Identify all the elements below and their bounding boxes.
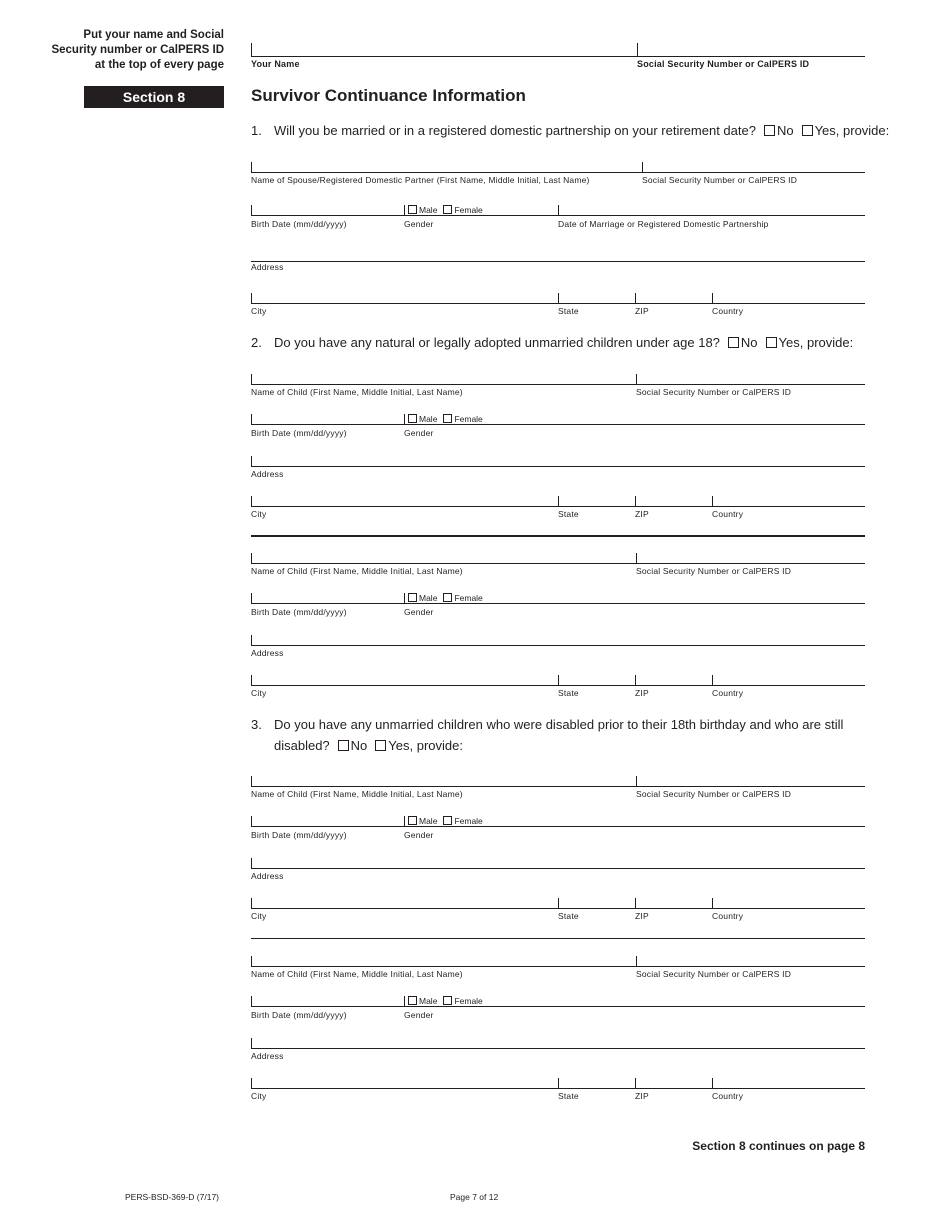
gender-label: Gender — [404, 219, 434, 229]
child-ssn-label: Social Security Number or CalPERS ID — [636, 566, 792, 576]
spouse-ssn-field[interactable] — [643, 154, 865, 174]
child-state-field[interactable] — [559, 484, 634, 504]
city-label: City — [251, 306, 267, 316]
child-country-field[interactable] — [713, 663, 865, 683]
field-rule — [251, 466, 865, 467]
child-birthdate-field[interactable] — [252, 978, 402, 998]
spouse-gender-options — [408, 205, 489, 215]
spouse-ssn-label: Social Security Number or CalPERS ID — [642, 175, 798, 185]
male-checkbox[interactable] — [408, 414, 417, 423]
page-number: Page 7 of 12 — [450, 1192, 499, 1202]
gender-label: Gender — [404, 1010, 434, 1020]
ssn-label: Social Security Number or CalPERS ID — [637, 59, 810, 69]
spouse-zip-field[interactable] — [636, 283, 711, 303]
field-tick — [404, 593, 405, 603]
birthdate-label: Birth Date (mm/dd/yyyy) — [251, 607, 347, 617]
zip-label: ZIP — [635, 509, 649, 519]
child-zip-field[interactable] — [636, 484, 711, 504]
field-tick — [251, 414, 252, 424]
child-city-field[interactable] — [252, 663, 557, 683]
field-tick — [558, 496, 559, 506]
address-label: Address — [251, 648, 284, 658]
field-rule — [251, 303, 865, 304]
female-checkbox[interactable] — [443, 593, 452, 602]
field-rule — [251, 172, 865, 173]
yes-checkbox[interactable] — [766, 337, 777, 348]
field-tick — [635, 293, 636, 303]
field-tick — [251, 996, 252, 1006]
child-city-field[interactable] — [252, 484, 557, 504]
field-tick — [635, 675, 636, 685]
female-checkbox[interactable] — [443, 205, 452, 214]
field-tick — [558, 205, 559, 215]
female-label: Female — [454, 996, 483, 1006]
field-tick — [251, 898, 252, 908]
child-ssn-field[interactable] — [637, 355, 865, 375]
field-tick — [251, 593, 252, 603]
child-ssn-label: Social Security Number or CalPERS ID — [636, 969, 792, 979]
field-rule — [251, 685, 865, 686]
child-birthdate-field[interactable] — [252, 798, 402, 818]
child-name-field[interactable] — [252, 534, 634, 554]
spouse-birthdate-field[interactable] — [252, 197, 402, 217]
field-tick — [251, 635, 252, 645]
field-tick — [636, 374, 637, 384]
state-label: State — [558, 306, 579, 316]
state-label: State — [558, 509, 579, 519]
address-label: Address — [251, 1051, 284, 1061]
child-city-field[interactable] — [252, 1066, 557, 1086]
field-tick — [251, 816, 252, 826]
field-tick — [635, 1078, 636, 1088]
country-label: Country — [712, 911, 744, 921]
yes-label: Yes, provide: — [388, 738, 463, 753]
field-tick — [404, 414, 405, 424]
field-tick — [404, 816, 405, 826]
address-label: Address — [251, 469, 284, 479]
no-checkbox[interactable] — [728, 337, 739, 348]
field-tick — [558, 1078, 559, 1088]
child-ssn-label: Social Security Number or CalPERS ID — [636, 387, 792, 397]
state-label: State — [558, 688, 579, 698]
no-label: No — [350, 738, 368, 753]
child-gender-options — [408, 593, 489, 603]
zip-label: ZIP — [635, 911, 649, 921]
male-checkbox[interactable] — [408, 816, 417, 825]
child-birthdate-field[interactable] — [252, 396, 402, 416]
child-address-field[interactable] — [252, 444, 865, 464]
male-label: Male — [419, 996, 438, 1006]
male-checkbox[interactable] — [408, 593, 417, 602]
field-tick — [251, 293, 252, 303]
child-gender-options — [408, 996, 489, 1006]
child-country-field[interactable] — [713, 886, 865, 906]
field-tick — [636, 776, 637, 786]
zip-label: ZIP — [635, 1091, 649, 1101]
question-text: disabled? — [274, 738, 330, 753]
female-label: Female — [454, 414, 483, 424]
male-label: Male — [419, 414, 438, 424]
field-rule — [251, 1006, 865, 1007]
field-tick — [636, 553, 637, 563]
country-label: Country — [712, 509, 744, 519]
field-tick — [558, 293, 559, 303]
child-state-field[interactable] — [559, 886, 634, 906]
field-rule — [251, 215, 865, 216]
question-number: 1. — [251, 123, 262, 138]
field-tick — [558, 675, 559, 685]
child-name-field[interactable] — [252, 355, 634, 375]
city-label: City — [251, 509, 267, 519]
child-address-field[interactable] — [252, 623, 865, 643]
male-checkbox[interactable] — [408, 996, 417, 1005]
yes-label: Yes, provide: — [778, 335, 854, 350]
field-tick — [251, 956, 252, 966]
male-label: Male — [419, 593, 438, 603]
header-rule — [251, 56, 865, 57]
field-rule — [251, 506, 865, 507]
field-tick — [251, 205, 252, 215]
field-tick — [251, 1078, 252, 1088]
state-label: State — [558, 911, 579, 921]
question-3 — [251, 714, 843, 756]
your-name-label: Your Name — [251, 59, 300, 69]
question-2 — [251, 332, 853, 353]
child-ssn-field[interactable] — [637, 757, 865, 777]
section-badge: Section 8 — [84, 86, 224, 108]
state-label: State — [558, 1091, 579, 1101]
field-tick — [637, 43, 638, 56]
female-label: Female — [454, 816, 483, 826]
birthdate-label: Birth Date (mm/dd/yyyy) — [251, 219, 347, 229]
male-checkbox[interactable] — [408, 205, 417, 214]
spouse-name-field[interactable] — [252, 154, 642, 174]
field-tick — [251, 858, 252, 868]
field-tick — [635, 898, 636, 908]
field-tick — [404, 996, 405, 1006]
child-address-field[interactable] — [252, 1026, 865, 1046]
field-rule — [251, 1048, 865, 1049]
question-number: 2. — [251, 335, 262, 350]
city-label: City — [251, 688, 267, 698]
spouse-address-field[interactable] — [252, 240, 865, 260]
child-name-field[interactable] — [252, 937, 634, 957]
spouse-name-label: Name of Spouse/Registered Domestic Partner (First Name, Middle Initial, Last Name) — [251, 175, 590, 185]
female-label: Female — [454, 593, 483, 603]
field-tick — [251, 496, 252, 506]
field-rule — [251, 603, 865, 604]
child-ssn-field[interactable] — [637, 937, 865, 957]
gender-label: Gender — [404, 428, 434, 438]
field-rule — [251, 261, 865, 262]
child-address-field[interactable] — [252, 846, 865, 866]
continues-note: Section 8 continues on page 8 — [692, 1139, 865, 1153]
field-tick — [712, 293, 713, 303]
field-tick — [642, 162, 643, 172]
field-rule — [251, 786, 865, 787]
child-name-label: Name of Child (First Name, Middle Initial, Last Name) — [251, 789, 463, 799]
child-state-field[interactable] — [559, 663, 634, 683]
field-rule — [251, 645, 865, 646]
field-rule — [251, 384, 865, 385]
form-id: PERS-BSD-369-D (7/17) — [125, 1192, 220, 1202]
city-label: City — [251, 1091, 267, 1101]
field-rule — [251, 563, 865, 564]
section-title: Survivor Continuance Information — [251, 86, 526, 105]
birthdate-label: Birth Date (mm/dd/yyyy) — [251, 830, 347, 840]
your-ssn-field[interactable] — [638, 38, 865, 58]
field-rule — [251, 868, 865, 869]
field-tick — [251, 162, 252, 172]
question-1 — [251, 120, 889, 141]
child-name-label: Name of Child (First Name, Middle Initial, Last Name) — [251, 566, 463, 576]
zip-label: ZIP — [635, 688, 649, 698]
address-label: Address — [251, 871, 284, 881]
no-checkbox[interactable] — [338, 740, 349, 751]
field-tick — [712, 675, 713, 685]
field-rule — [251, 1088, 865, 1089]
child-name-field[interactable] — [252, 757, 634, 777]
child-zip-field[interactable] — [636, 886, 711, 906]
header-instruction-line: at the top of every page — [94, 59, 224, 71]
field-rule — [251, 908, 865, 909]
field-tick — [712, 1078, 713, 1088]
spouse-country-field[interactable] — [713, 283, 865, 303]
zip-label: ZIP — [635, 306, 649, 316]
field-tick — [251, 374, 252, 384]
female-checkbox[interactable] — [443, 816, 452, 825]
field-tick — [251, 776, 252, 786]
field-tick — [635, 496, 636, 506]
child-city-field[interactable] — [252, 886, 557, 906]
child-country-field[interactable] — [713, 1066, 865, 1086]
field-tick — [251, 456, 252, 466]
your-name-field[interactable] — [252, 38, 636, 58]
child-country-field[interactable] — [713, 484, 865, 504]
city-label: City — [251, 911, 267, 921]
birthdate-label: Birth Date (mm/dd/yyyy) — [251, 1010, 347, 1020]
no-checkbox[interactable] — [764, 125, 775, 136]
country-label: Country — [712, 1091, 744, 1101]
country-label: Country — [712, 306, 744, 316]
header-instruction-line: Put your name and Social — [83, 29, 224, 41]
spouse-state-field[interactable] — [559, 283, 634, 303]
child-name-label: Name of Child (First Name, Middle Initial, Last Name) — [251, 969, 463, 979]
female-checkbox[interactable] — [443, 996, 452, 1005]
question-text: Will you be married or in a registered domestic partnership on your retirement date? — [274, 123, 756, 138]
female-checkbox[interactable] — [443, 414, 452, 423]
gender-label: Gender — [404, 607, 434, 617]
field-rule — [251, 966, 865, 967]
spouse-city-field[interactable] — [252, 283, 557, 303]
child-ssn-label: Social Security Number or CalPERS ID — [636, 789, 792, 799]
child-birthdate-field[interactable] — [252, 575, 402, 595]
header-instruction-line: Security number or CalPERS ID — [51, 44, 224, 56]
field-tick — [251, 675, 252, 685]
address-label: Address — [251, 262, 284, 272]
field-tick — [404, 205, 405, 215]
question-text: Do you have any unmarried children who were disabled prior to their 18th birthday and who are still — [274, 717, 844, 732]
no-label: No — [740, 335, 758, 350]
child-ssn-field[interactable] — [637, 534, 865, 554]
child-name-label: Name of Child (First Name, Middle Initial, Last Name) — [251, 387, 463, 397]
yes-checkbox[interactable] — [802, 125, 813, 136]
country-label: Country — [712, 688, 744, 698]
child-state-field[interactable] — [559, 1066, 634, 1086]
field-tick — [712, 898, 713, 908]
field-tick — [636, 956, 637, 966]
child-gender-options — [408, 414, 489, 424]
field-tick — [712, 496, 713, 506]
child-gender-options — [408, 816, 489, 826]
marriage-date-field[interactable] — [559, 197, 865, 217]
field-rule — [251, 424, 865, 425]
field-tick — [251, 1038, 252, 1048]
male-label: Male — [419, 205, 438, 215]
field-tick — [251, 553, 252, 563]
female-label: Female — [454, 205, 483, 215]
header-instruction — [40, 28, 224, 73]
marriage-date-label: Date of Marriage or Registered Domestic Partnership — [558, 219, 769, 229]
child-zip-field[interactable] — [636, 663, 711, 683]
yes-checkbox[interactable] — [375, 740, 386, 751]
birthdate-label: Birth Date (mm/dd/yyyy) — [251, 428, 347, 438]
field-tick — [558, 898, 559, 908]
child-zip-field[interactable] — [636, 1066, 711, 1086]
yes-label: Yes, provide: — [814, 123, 890, 138]
question-text: Do you have any natural or legally adopted unmarried children under age 18? — [274, 335, 720, 350]
no-label: No — [776, 123, 794, 138]
question-number: 3. — [251, 717, 262, 732]
gender-label: Gender — [404, 830, 434, 840]
field-rule — [251, 826, 865, 827]
field-tick — [251, 43, 252, 56]
male-label: Male — [419, 816, 438, 826]
